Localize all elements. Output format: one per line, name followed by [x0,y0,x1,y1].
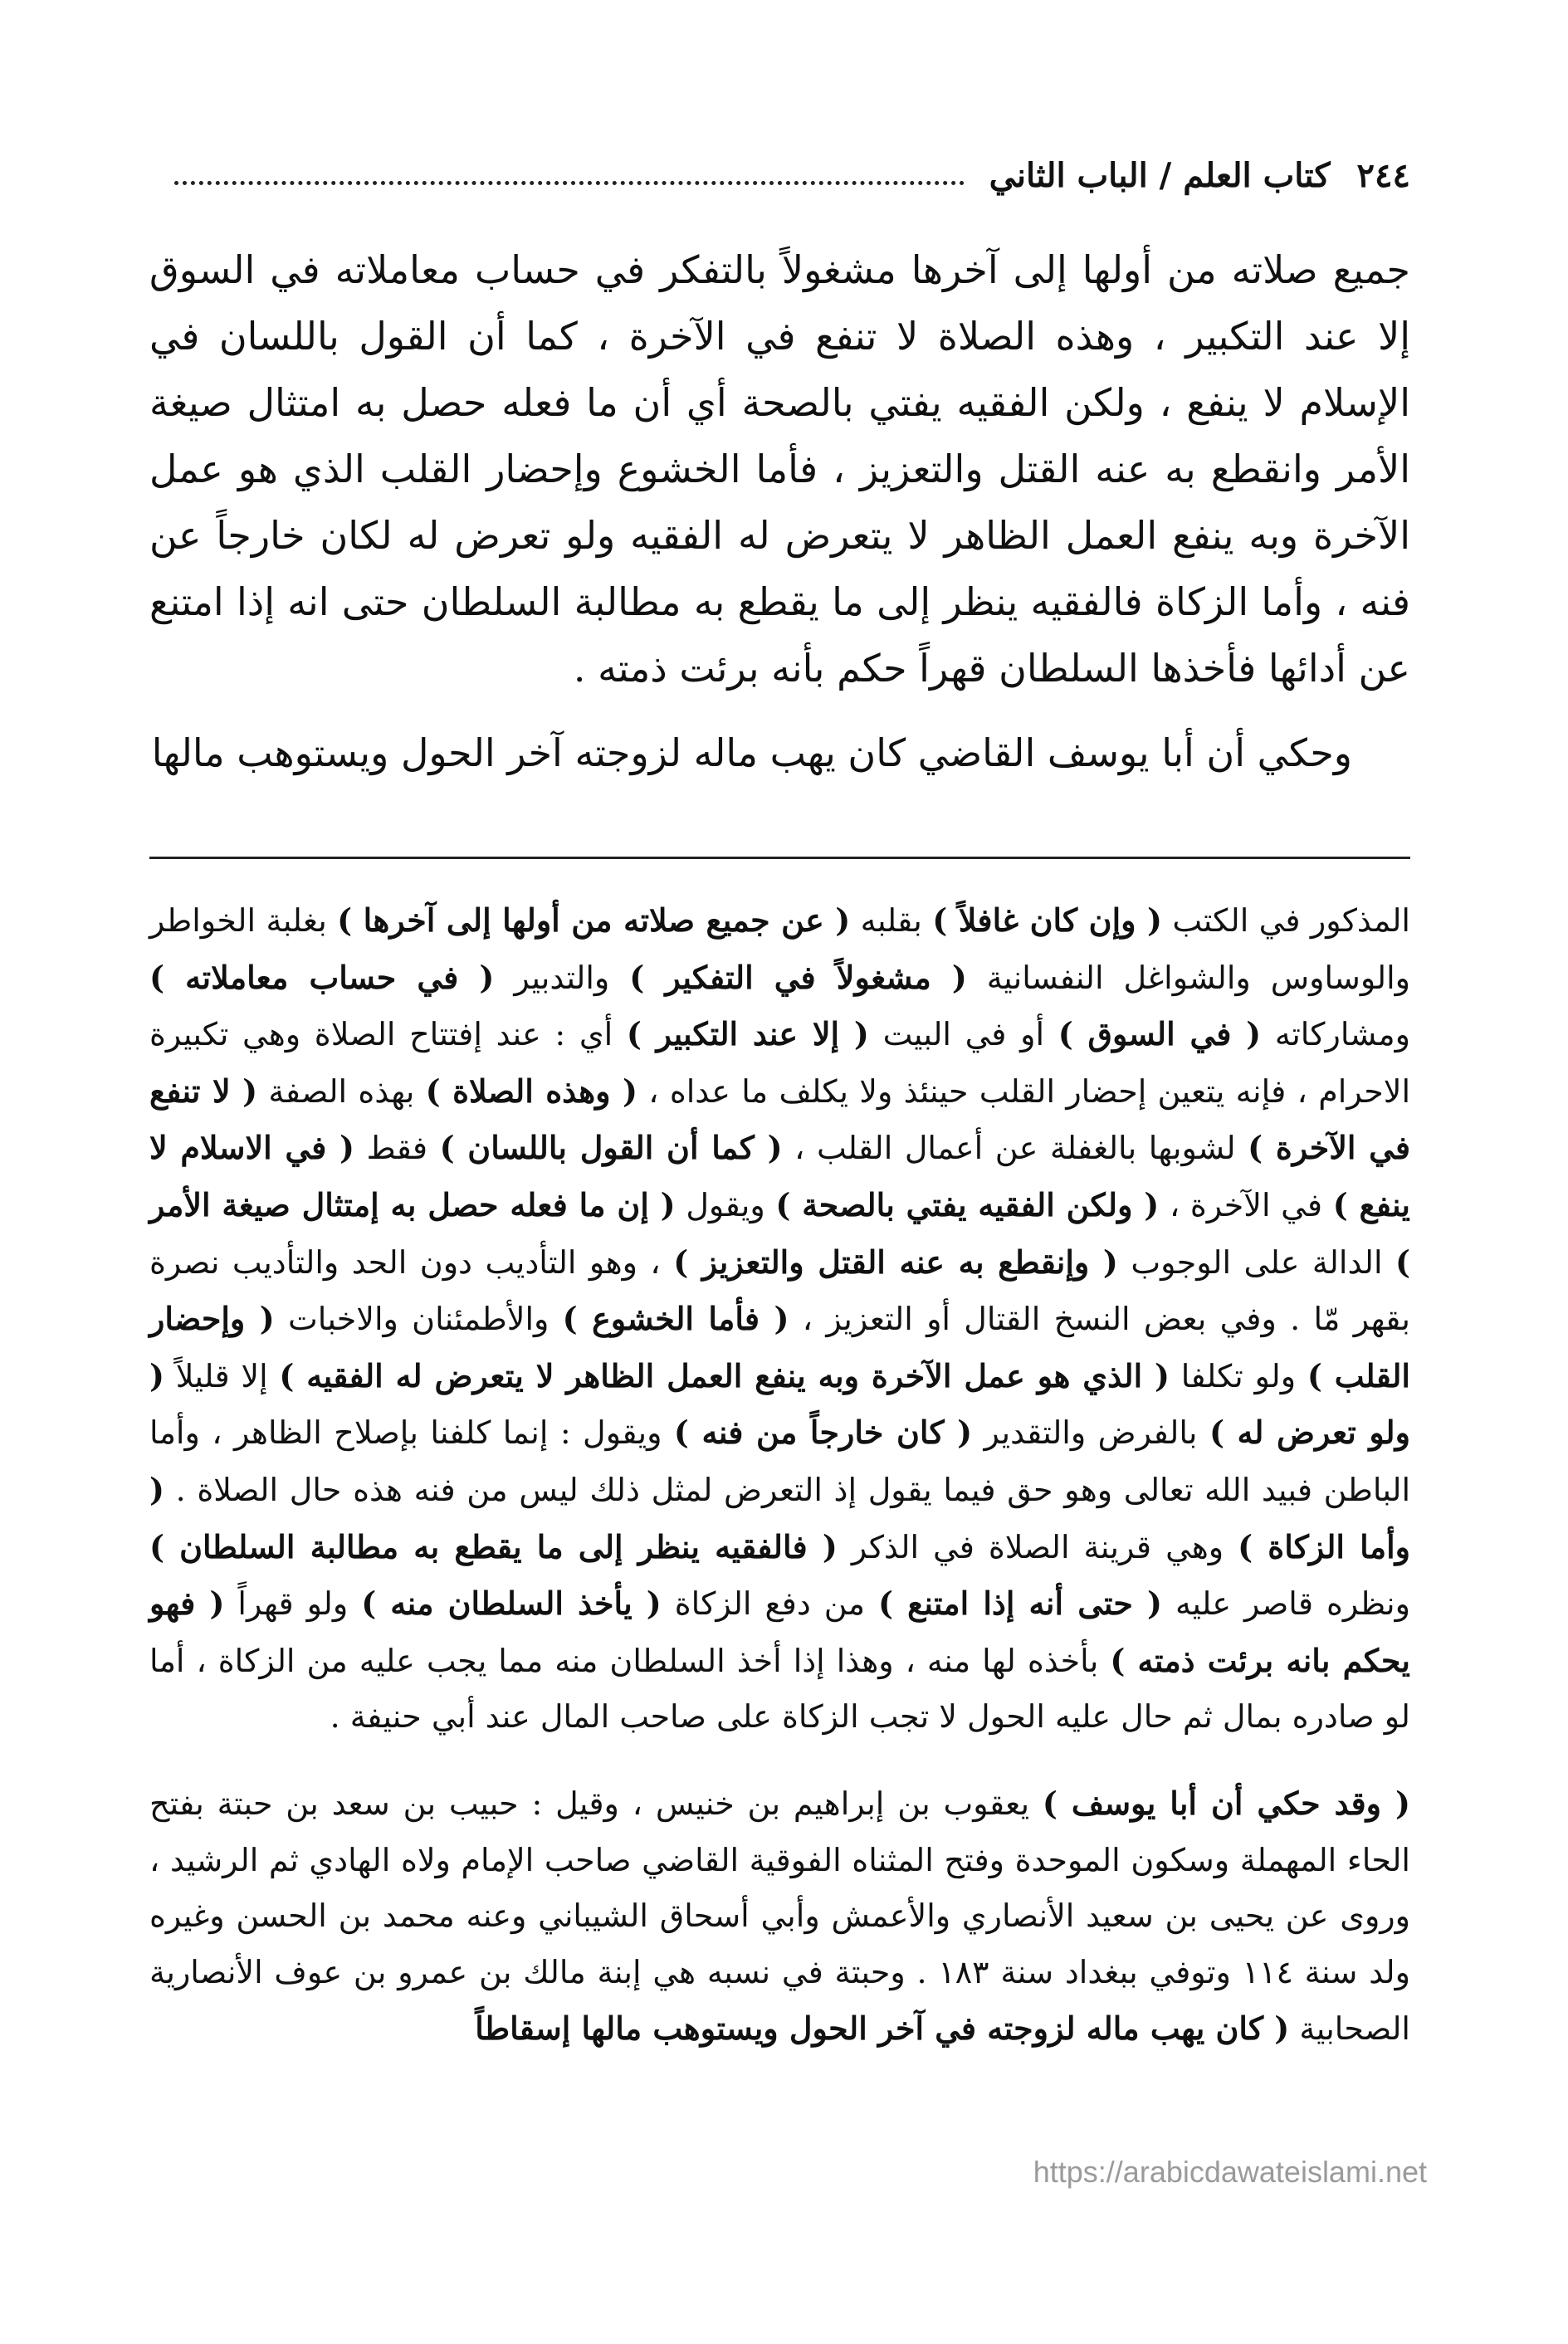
commentary-text: لشوبها بالغفلة عن أعمال القلب ، [782,1130,1248,1167]
header-dot-leader [174,181,965,185]
quoted-phrase: ( وإحضار القلب ) [149,1300,1410,1394]
commentary-text: بقلبه [850,902,933,939]
quoted-phrase: ( ولو تعرض له ) [149,1356,1410,1452]
commentary-text: بغلبة الخواطر والوساوس والشواغل النفسانية [149,902,1410,996]
commentary-text: أو في البيت [868,1016,1058,1053]
commentary-text: فقط [354,1130,440,1167]
commentary-text: من دفع الزكاة [661,1585,879,1623]
commentary-text: بالفرض والتقدير [972,1414,1209,1452]
commentary-text: أي : عند إفتتاح الصلاة وهي تكبيرة الاحرام ، فإنه يتعين إحضار القلب حينئذ ولا يكلف ما عداه ، [149,1016,1410,1110]
quoted-phrase: ( يأخذ السلطان منه ) [361,1585,662,1623]
quoted-phrase: ( وأما الزكاة ) [149,1470,1410,1565]
commentary-text: في الآخرة ، [1159,1186,1333,1223]
quoted-phrase: ( إن ما فعله حصل به إمتثال صيغة الأمر ) [149,1185,1410,1281]
quoted-phrase: ( في حساب معاملاته ) [149,958,495,996]
commentary-text: ونظره قاصر عليه [1161,1585,1410,1623]
quoted-phrase: ( في الاسلام لا ينفع ) [149,1129,1410,1223]
main-text [149,237,1410,786]
commentary-text: ويقول : إنما كلفنا بإصلاح الظاهر ، وأما الباطن فبيد الله تعالى وهو حق فيما يقول إذ التعرض لمثل ذلك ليس من فنه هذه حال الصلاة . [149,1414,1410,1508]
commentary-text: الدالة على الوجوب [1117,1243,1396,1281]
quoted-phrase: ( في السوق ) [1058,1015,1262,1053]
quoted-phrase: ( وإنقطع به عنه القتل والتعزيز ) [673,1243,1118,1281]
quoted-phrase: ( فالفقيه ينظر إلى ما يقطع به مطالبة السلطان ) [149,1527,838,1565]
commentary-text: ومشاركاته [1261,1016,1411,1053]
running-header [149,137,1410,195]
quoted-phrase: ( عن جميع صلاته من أولها إلى آخرها ) [337,901,851,939]
footnote-divider [149,857,1410,859]
quoted-phrase: ( ولكن الفقيه يفتي بالصحة ) [775,1185,1160,1223]
commentary-text: يعقوب بن إبراهيم بن خنيس ، وقيل : حبيب بن سعد بن حبتة بفتح الحاء المهملة وسكون الموحدة وفتح المثناه الفوقية القاضي صاحب الإمام ولاه الهادي ثم الرشيد ، وروى عن يحيى بن سعيد الأنصاري والأعمش وأبي أسحاق الشيباني وعنه محمد بن الحسن وغيره ولد سنة ١١٤ وتوفي ببغداد سنة ١٨٣ . وحبتة في نسبه هي إبنة مالك بن عمرو بن عوف الأنصارية الصحابية [149,1785,1410,2048]
commentary-text: ويقول [675,1186,776,1223]
commentary-text: ولو قهراً [224,1585,362,1623]
quoted-phrase: ( حتى أنه إذا امتنع ) [878,1585,1162,1623]
quoted-phrase: ( كان خارجاً من فنه ) [673,1414,973,1452]
chapter-title: كتاب العلم / الباب الثاني [989,156,1331,195]
commentary-text: ولو تكلفا [1170,1357,1307,1394]
quoted-phrase: ( لا تنفع في الآخرة ) [149,1072,1411,1167]
main-paragraph: وحكي أن أبا يوسف القاضي كان يهب ماله لزوجته آخر الحول ويستوهب مالها [151,730,1352,775]
quoted-phrase: ( وهذه الصلاة ) [425,1072,637,1110]
main-paragraph: جميع صلاته من أولها إلى آخرها مشغولاً بالتفكر في حساب معاملاته في السوق إلا عند التكبير ، وهذه الصلاة لا تنفع في الآخرة ، كما أن القول باللسان في الإسلام لا ينفع ، ولكن الفقيه يفتي بالصحة أي أن ما فعله حصل به امتثال صيغة الأمر وانقطع به عنه القتل والتعزيز ، فأما الخشوع وإحضار القلب الذي هو عمل الآخرة وبه ينفع العمل الظاهر لا يتعرض له الفقيه ولو تعرض له لكان خارجاً عن فنه ، وأما الزكاة فالفقيه ينظر إلى ما يقطع به مطالبة السلطان حتى انه إذا امتنع عن أدائها فأخذها السلطان قهراً حكم بأنه برئت ذمته . [149,247,1410,691]
commentary-text: والتدبير [494,959,630,996]
commentary-text: والأطمئنان والاخبات [274,1301,563,1338]
quoted-phrase: ( إلا عند التكبير ) [626,1015,869,1053]
page-number: ٢٤٤ [1356,156,1410,195]
commentary-text: بأخذه لها منه ، وهذا إذا أخذ السلطان منه مما يجب عليه من الزكاة ، أما لو صادره بمال ثم حال عليه الحول لا تجب الزكاة على صاحب المال عند أبي حنيفة . [149,1642,1410,1736]
commentary-text: إلا قليلاً [164,1357,280,1394]
quoted-phrase: ( كان يهب ماله لزوجته في آخر الحول ويستوهب مالها إسقاطاً [475,2009,1290,2048]
commentary-text: بهذه الصفة [257,1072,426,1110]
quoted-phrase: ( كما أن القول باللسان ) [439,1129,783,1167]
quoted-phrase: ( وإن كان غافلاً ) [932,901,1162,939]
commentary-paragraph [149,1775,1410,2058]
watermark: https://arabicdawateislami.net [1033,2155,1427,2189]
quoted-phrase: ( مشغولاً في التفكير ) [629,958,967,996]
quoted-phrase: ( فهو يحكم بانه برئت ذمته ) [149,1585,1411,1679]
commentary-paragraph [149,892,1410,1746]
commentary-text: وهي قرينة الصلاة في الذكر [837,1528,1238,1565]
commentary-text: ، وهو التأديب دون الحد والتأديب نصرة بقهر مّا . وفي بعض النسخ القتال أو التعزيز ، [149,1243,1410,1338]
quoted-phrase: ( فأما الخشوع ) [562,1300,789,1338]
quoted-phrase: ( وقد حكي أن أبا يوسف ) [1042,1784,1410,1822]
commentary-text: المذكور في الكتب [1162,902,1410,939]
commentary [149,892,1410,2058]
quoted-phrase: ( الذي هو عمل الآخرة وبه ينفع العمل الظاهر لا يتعرض له الفقيه ) [279,1356,1170,1394]
